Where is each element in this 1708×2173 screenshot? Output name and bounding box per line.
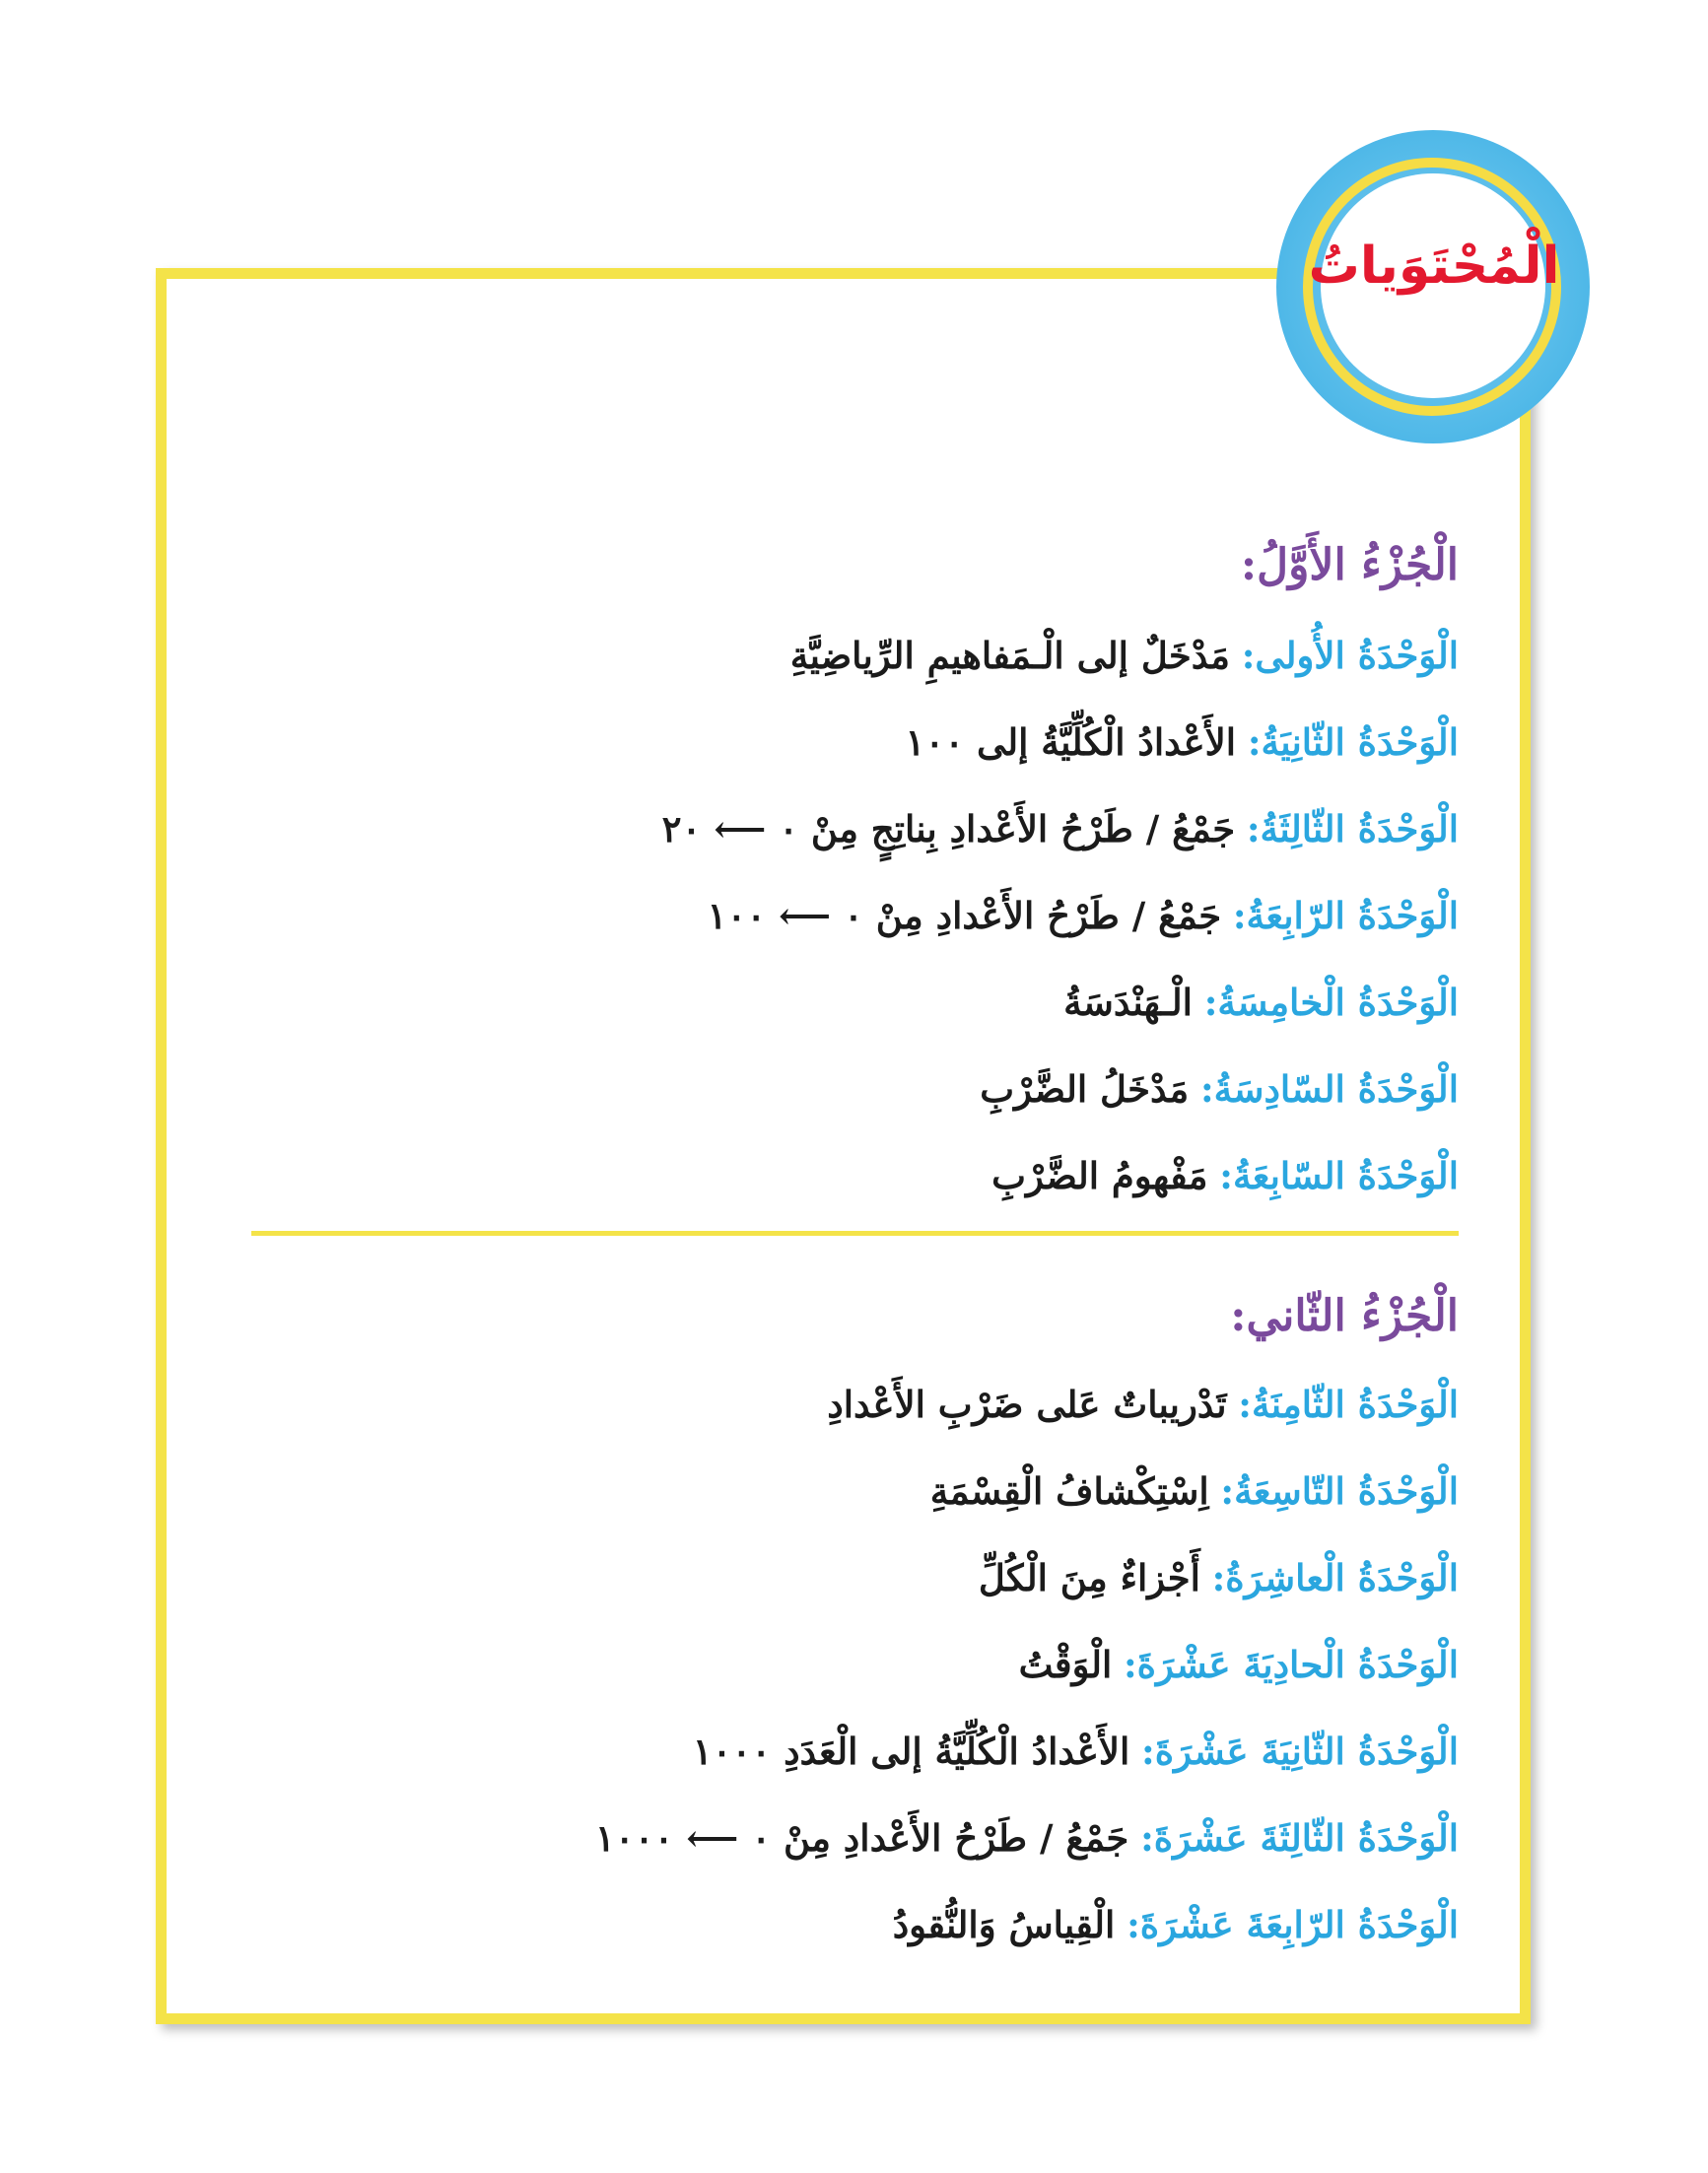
unit-title: جَمْعُ / طَرْحُ الأَعْدادِ مِنْ ٠ ⟵ ١٠٠٠ <box>594 1816 1129 1860</box>
toc-row[interactable] <box>827 1380 1459 1430</box>
unit-label: الْوَحْدَةُ الثّالِثَةَ عَشْرَةَ: <box>1140 1816 1459 1860</box>
unit-title: الأَعْدادُ الْكُلِّيَّةُ إلى الْعَدَدِ ١٠٠٠ <box>692 1730 1130 1773</box>
unit-title: مَدْخَلٌ إلى الْـمَفاهيمِ الرِّياضِيَّةِ <box>789 634 1230 677</box>
unit-label: الْوَحْدَةُ الثّانِيَةُ: <box>1247 720 1459 764</box>
unit-label: الْوَحْدَةُ الرّابِعَةُ: <box>1232 894 1459 937</box>
unit-title: مَفْهومُ الضَّرْبِ <box>991 1154 1208 1197</box>
unit-label: الْوَحْدَةُ السّادِسَةُ: <box>1199 1067 1459 1111</box>
unit-title: مَدْخَلُ الضَّرْبِ <box>980 1067 1190 1111</box>
toc-row[interactable] <box>1019 1640 1459 1690</box>
toc-row[interactable] <box>693 1727 1459 1777</box>
toc-row[interactable] <box>893 1900 1459 1950</box>
toc-row[interactable] <box>595 1813 1459 1864</box>
unit-label: الْوَحْدَةُ الثّالِثَةُ: <box>1246 807 1459 850</box>
unit-title: الأَعْدادُ الْكُلِّيَّةُ إلى ١٠٠ <box>905 720 1237 764</box>
unit-title: الْوَقْتُ <box>1018 1643 1113 1686</box>
toc-row[interactable] <box>1063 978 1459 1028</box>
part1-title: الْجُزْءُ الأَوَّلُ: <box>1240 540 1459 590</box>
unit-title: جَمْعُ / طَرْحُ الأَعْدادِ بِناتِجٍ مِنْ ٠ ⟵ ٢٠ <box>661 807 1236 850</box>
unit-label: الْوَحْدَةُ الْحادِيَةَ عَشْرَةَ: <box>1124 1643 1459 1686</box>
unit-title: تَدْريباتٌ عَلى ضَرْبِ الأَعْدادِ <box>827 1383 1227 1426</box>
toc-row[interactable] <box>662 804 1459 854</box>
section-divider <box>251 1231 1459 1236</box>
unit-title: الْقِياسُ وَالنُّقودُ <box>892 1903 1116 1946</box>
unit-label: الْوَحْدَةُ السّابِعَةُ: <box>1219 1154 1459 1197</box>
part2-title: الْجُزْءُ الثّاني: <box>1230 1291 1459 1341</box>
toc-row[interactable] <box>790 631 1459 681</box>
toc-row[interactable] <box>979 1553 1459 1603</box>
unit-label: الْوَحْدَةُ التّاسِعَةُ: <box>1220 1469 1459 1513</box>
unit-title: أَجْزاءٌ مِنَ الْكُلِّ <box>978 1556 1200 1599</box>
toc-row[interactable] <box>708 891 1459 941</box>
unit-label: الْوَحْدَةُ الرّابِعَةَ عَشْرَةَ: <box>1127 1903 1459 1946</box>
toc-row[interactable] <box>906 717 1460 768</box>
toc-row[interactable] <box>991 1151 1459 1201</box>
unit-label: الْوَحْدَةُ الْخامِسَةُ: <box>1203 981 1459 1024</box>
unit-title: جَمْعُ / طَرْحُ الأَعْدادِ مِنْ ٠ ⟵ ١٠٠ <box>707 894 1222 937</box>
unit-title: اِسْتِكْشافُ الْقِسْمَةِ <box>929 1469 1209 1513</box>
unit-label: الْوَحْدَةُ الثّانِيَةَ عَشْرَةَ: <box>1141 1730 1459 1773</box>
page-title: الْمُحْتَوَياتُ <box>1308 237 1560 296</box>
unit-label: الْوَحْدَةُ الثّامِنَةُ: <box>1238 1383 1459 1426</box>
unit-label: الْوَحْدَةُ الأُولى: <box>1241 634 1459 677</box>
unit-title: الْـهَنْدَسَةُ <box>1063 981 1193 1024</box>
toc-row[interactable] <box>930 1466 1459 1517</box>
toc-row[interactable] <box>980 1064 1459 1115</box>
unit-label: الْوَحْدَةُ الْعاشِرَةُ: <box>1211 1556 1459 1599</box>
